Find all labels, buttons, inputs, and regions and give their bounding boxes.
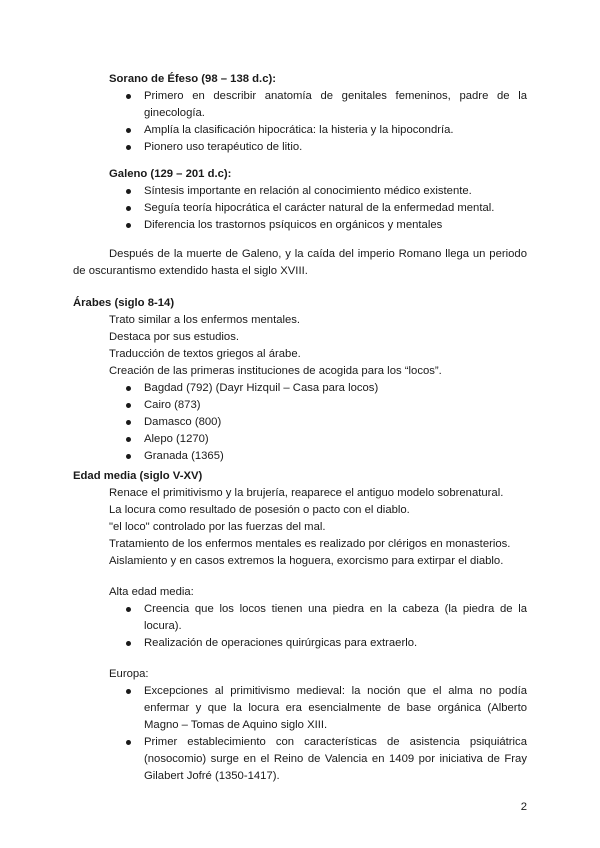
- text-line: Traducción de textos griegos al árabe.: [109, 348, 301, 360]
- list-item: Primer establecimiento con características de asistencia psiquiátrica (nosocomio) surge en el Reino de Valencia en 1409 por iniciativa de Fray Gilabert Jofré (1350-1417).: [109, 734, 527, 785]
- after-galen-paragraph: Después de la muerte de Galeno, y la caída del imperio Romano llega un periodo de oscurantismo extendido hasta el siglo XVIII.: [73, 248, 527, 277]
- text-line: Trato similar a los enfermos mentales.: [109, 314, 301, 326]
- text-line: Aislamiento y en casos extremos la hoguera, exorcismo para extirpar el diablo.: [109, 555, 504, 567]
- after-galen-section: [0, 246, 600, 280]
- text-line: Tratamiento de los enfermos mentales es realizado por clérigos en monasterios.: [109, 538, 511, 550]
- soranus-section: [0, 71, 600, 156]
- text-line: Creación de las primeras instituciones de acogida para los “locos”.: [109, 365, 442, 377]
- arabs-section: [0, 295, 600, 465]
- arabs-text: [109, 312, 527, 380]
- high-middle-ages-label: Alta edad media:: [109, 586, 194, 598]
- text-line: La locura como resultado de posesión o pacto con el diablo.: [109, 504, 410, 516]
- arabs-heading: Árabes (siglo 8-14): [73, 297, 175, 309]
- list-item: Pionero uso terapéutico de litio.: [109, 139, 527, 156]
- list-item: Cairo (873): [109, 397, 527, 414]
- europe-list: [109, 683, 527, 785]
- text-line: Destaca por sus estudios.: [109, 331, 239, 343]
- list-item: Creencia que los locos tienen una piedra en la cabeza (la piedra de la locura).: [109, 601, 527, 635]
- text-line: Renace el primitivismo y la brujería, reaparece el antiguo modelo sobrenatural.: [109, 487, 504, 499]
- europe-label: Europa:: [109, 668, 149, 680]
- list-item: Bagdad (792) (Dayr Hizquil – Casa para locos): [109, 380, 527, 397]
- list-item: Síntesis importante en relación al conocimiento médico existente.: [109, 183, 527, 200]
- text-line: "el loco" controlado por las fuerzas del mal.: [109, 521, 326, 533]
- list-item: Amplía la clasificación hipocrática: la histeria y la hipocondría.: [109, 122, 527, 139]
- list-item: Diferencia los trastornos psíquicos en orgánicos y mentales: [109, 217, 527, 234]
- page-number: 2: [520, 801, 527, 813]
- list-item: Primero en describir anatomía de genitales femeninos, padre de la ginecología.: [109, 88, 527, 122]
- soranus-heading: Sorano de Éfeso (98 – 138 d.c):: [109, 73, 276, 85]
- middle-ages-heading: Edad media (siglo V-XV): [73, 470, 203, 482]
- high-middle-ages-list: [109, 601, 527, 652]
- soranus-list: [109, 88, 527, 156]
- list-item: Damasco (800): [109, 414, 527, 431]
- galen-list: [109, 183, 527, 234]
- arabs-city-list: [109, 380, 527, 465]
- list-item: Seguía teoría hipocrática el carácter natural de la enfermedad mental.: [109, 200, 527, 217]
- middle-ages-section: [0, 468, 600, 785]
- list-item: Realización de operaciones quirúrgicas para extraerlo.: [109, 635, 527, 652]
- list-item: Excepciones al primitivismo medieval: la noción que el alma no podía enfermar y que la locura era esencialmente de base orgánica (Alberto Magno – Tomas de Aquino siglo XIII.: [109, 683, 527, 734]
- galen-section: [0, 166, 600, 234]
- list-item: Granada (1365): [109, 448, 527, 465]
- list-item: Alepo (1270): [109, 431, 527, 448]
- galen-heading: Galeno (129 – 201 d.c):: [109, 168, 232, 180]
- middle-ages-text: [109, 485, 539, 570]
